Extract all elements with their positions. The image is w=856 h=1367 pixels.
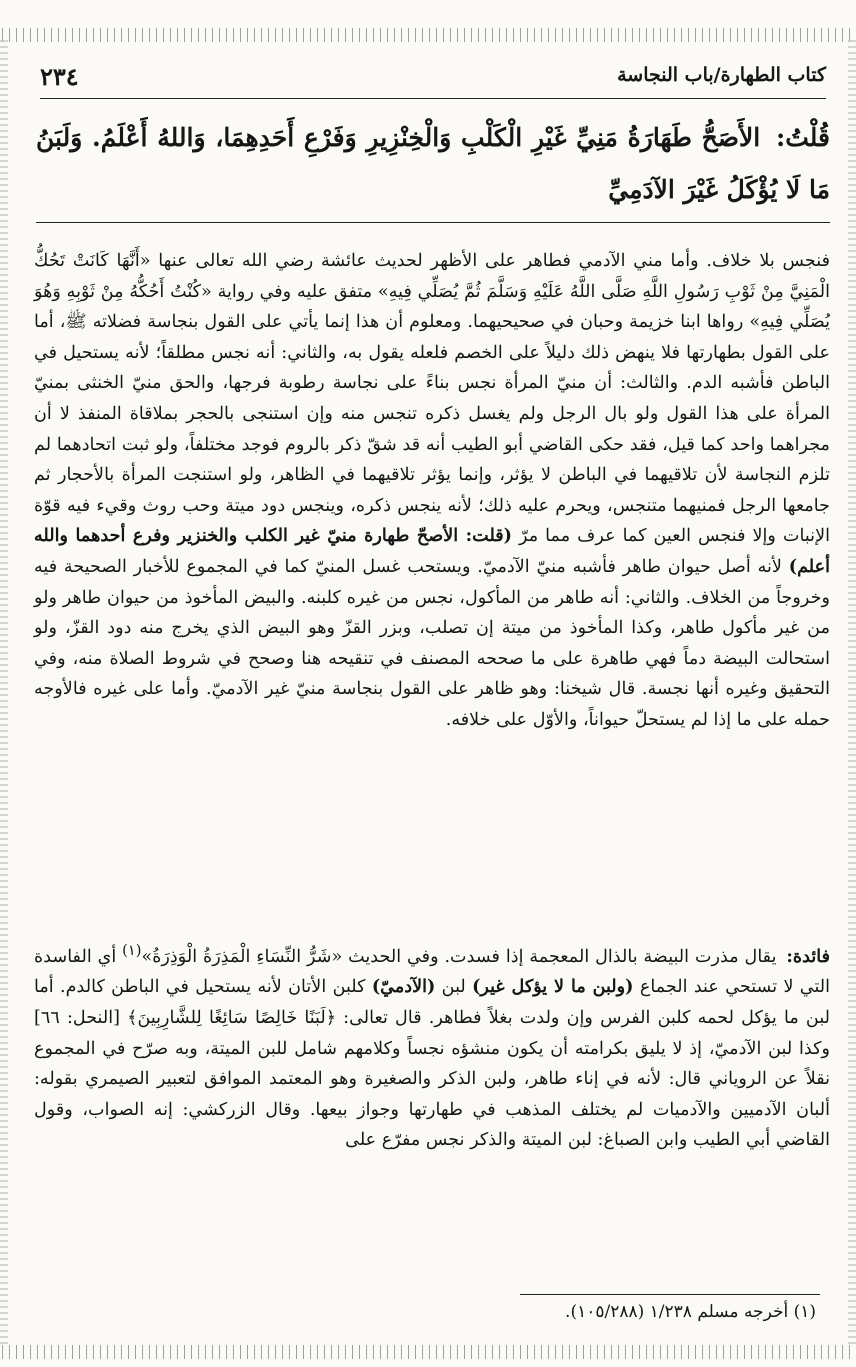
left-page-edge bbox=[0, 40, 8, 1345]
rule-label: قُلْتُ: bbox=[775, 123, 830, 152]
note-section bbox=[34, 936, 830, 1156]
note-text-c: لبن bbox=[441, 977, 466, 998]
right-page-edge bbox=[848, 40, 856, 1345]
page-number: ٢٣٤ bbox=[40, 62, 79, 91]
commentary-quote: (قلت: الأصحّ طهارة منيّ غير الكلب والخنزير وفرع أحدهما والله أعلم) bbox=[34, 525, 831, 577]
page-header bbox=[40, 58, 826, 99]
note-label: فائدة: bbox=[786, 945, 830, 967]
commentary-section bbox=[34, 246, 830, 736]
commentary-text: فنجس بلا خلاف. وأما مني الآدمي فطاهر على الأظهر لحديث عائشة رضي الله تعالى عنها «أَنَّهَا كَانَتْ تَحُكُّ الْمَنِيَّ مِنْ ثَوْبِ رَسُولِ اللَّهِ صَلَّى اللَّهُ عَلَيْهِ وَسَلَّمَ ثُمَّ يُصَلِّي فِيهِ» متفق عليه وفي رواية «كُنْتُ أَحُكُّهُ مِنْ ثَوْبِهِ وَهُوَ يُصَلِّي فِيهِ» رواها ابنا خزيمة وحبان في صحيحيهما. ومعلوم أن هذا إنما يأتي على القول بنجاسة فضلاته ﷺ، أما على القول بطهارتها فلا ينهض ذلك دليلاً على الخصم فلعله يقول به، والثاني: أنه نجس مطلقاً؛ لأنه يستحيل في الباطن فأشبه الدم. والثالث: أن منيّ المرأة نجس بناءً على نجاسة رطوبة فرجها، والحق منيّ الخنثى بمنيّ المرأة على هذا القول ولو بال الرجل ولم يغسل ذكره تنجس منه وإن استنجى بالحجر بملاقاة المنفذ لا أن مجراهما واحد كما قيل، فقد حكى القاضي أبو الطيب أنه قد شقّ ذكر بالروم فوجد مختلفاً، ولو ثبت اتحادهما لم تلزم النجاسة لأن تلاقيهما في الباطن لا يؤثر، وإنما يؤثر تلاقيهما في الظاهر، ولو استنجت المرأة بالأحجار ثم جامعها الرجل فمنيهما متنجس، ويحرم عليه ذلك؛ لأنه ينجس ذكره، وينجس دود ميتة وحب روث وقيء فيه قوّة الإنبات وإلا فنجس العين كما عرف مما مرّ bbox=[34, 251, 830, 547]
rule-body: الأَصَحُّ طَهَارَةُ مَنِيِّ غَيْرِ الْكَلْبِ وَالْخِنْزِيرِ وَفَرْعِ أَحَدِهِمَا، وَاللهُ أَعْلَمُ. وَلَبَنُ مَا لَا يُؤْكَلُ غَيْرَ الآدَمِيِّ bbox=[36, 123, 830, 204]
commentary-paragraph bbox=[34, 246, 830, 736]
note-paragraph bbox=[34, 936, 830, 1156]
matn-rule-text bbox=[36, 112, 830, 223]
footnote-reference: (١) bbox=[122, 942, 142, 959]
footnote-divider bbox=[520, 1294, 820, 1295]
commentary-text-tail: لأنه أصل حيوان طاهر فأشبه منيّ الآدميّ. ويستحب غسل المنيّ كما في المجموع للأخبار الصحيحة فيه وخروجاً من الخلاف. والثاني: أنه طاهر من المأكول، نجس من غيره كلبنه. والبيض المأخوذ من حيوان طاهر ولو من غير مأكول طاهر، وكذا المأخوذ من ميتة إن تصلب، وبزر القزّ وهو البيض الذي يخرج منه دود القزّ، ولو استحالت البيضة دماً فهي طاهرة على ما صححه المصنف في تنقيحه هنا وصحح في شروط الصلاة منه، وفي التحقيق وغيره أنها نجسة. قال شيخنا: وهو ظاهر على القول بنجاسة منيّ غير الآدميّ. وأما على غيره فالأوجه حمله على ما إذا لم يستحلّ حيواناً، والأوّل على خلافه. bbox=[34, 556, 830, 730]
running-title: كتاب الطهارة/باب النجاسة bbox=[617, 64, 826, 86]
note-quote-1: (ولبن ما لا يؤكل غير) bbox=[472, 976, 634, 998]
top-ornament-border bbox=[0, 28, 856, 42]
note-text-d: كلبن الأتان لأنه يستحيل في الباطن كالدم. أما لبن ما يؤكل لحمه كلبن الفرس وإن ولدت بغلاً فطاهر. قال تعالى: ﴿لَبَنًا خَالِصًا سَائِغًا لِلشَّارِبِينَ﴾ [النحل: ٦٦] وكذا لبن الآدميّ، إذ لا يليق بكرامته أن يكون منشؤه نجساً وكلامهم شامل للبن الميتة، وبه صرّح في المجموع نقلاً عن الروياني قال: لأنه في إناء طاهر، ولبن الذكر والصغيرة وهو المعتمد الموافق لتعبير الصيمري بقوله: ألبان الآدميين والآدميات لم يختلف المذهب في طهارتها وجواز بيعها. وقال الزركشي: إنه الصواب، وقول القاضي أبي الطيب وابن الصباغ: لبن الميتة والذكر نجس مفرّع على bbox=[34, 977, 830, 1151]
note-quote-2: (الآدميّ) bbox=[371, 976, 436, 998]
bottom-ornament-border bbox=[0, 1345, 856, 1359]
note-text-a: يقال مذرت البيضة بالذال المعجمة إذا فسدت. وفي الحديث «شَرُّ النِّسَاءِ الْمَذِرَةُ الْوَذِرَةُ» bbox=[141, 946, 777, 967]
note-text-b: أي الفاسدة التي لا تستحي عند الجماع bbox=[34, 946, 831, 998]
footnote: (١) أخرجه مسلم ١/٢٣٨ (١٠٥/٢٨٨). bbox=[565, 1302, 816, 1322]
